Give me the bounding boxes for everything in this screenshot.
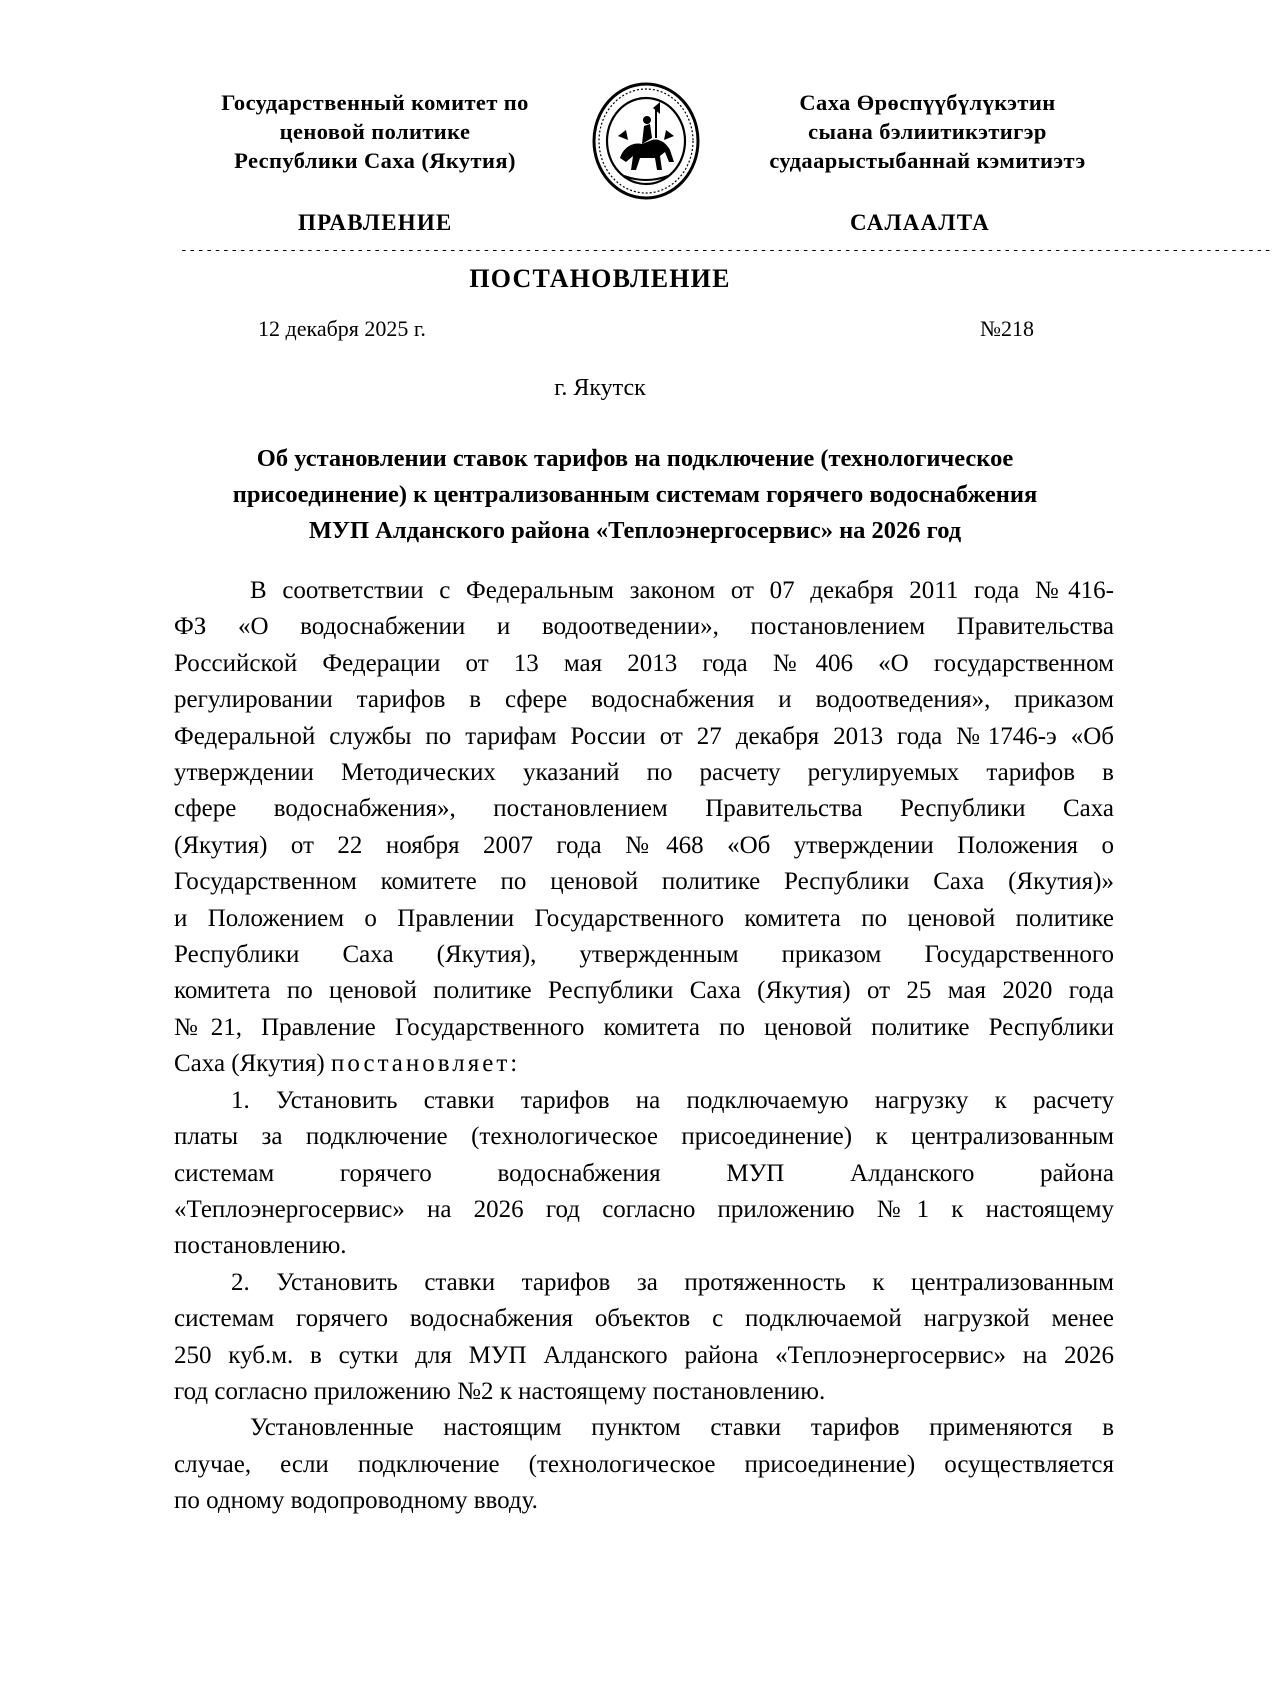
item2-line: 250 куб.м. в сутки для МУП Алданского района «Теплоэнергосервис» на 2026 [174, 1341, 1114, 1369]
item1-line: системам горячего водоснабжения МУП Алданского района [174, 1159, 1114, 1187]
header-right-line: судаарыстыбаннай кэмитиэтэ [769, 148, 1086, 173]
preamble-last-line [174, 1046, 1114, 1082]
preamble-line: Федеральной службы по тарифам России от 27 декабря 2013 года №1746-э «Об [174, 722, 1114, 750]
document-city: г. Якутск [554, 375, 646, 401]
board-label-left: ПРАВЛЕНИЕ [298, 210, 453, 235]
title-line: Об установлении ставок тарифов на подключение (технологическое [256, 445, 1014, 472]
preamble-line: Российской Федерации от 13 мая 2013 года №406 «О государственном [174, 649, 1114, 677]
note-line: случае, если подключение (технологическое присоединение) осуществляется [174, 1450, 1114, 1478]
note-line: Установленные настоящим пунктом ставки тарифов применяются в [250, 1414, 1114, 1442]
document-number: №218 [980, 316, 1034, 341]
header-left-line: ценовой политике [279, 119, 471, 144]
header-right-org [725, 88, 1130, 175]
dashed-divider: ---------------------------------------------------------------------------------------------------------------------------------- [180, 243, 1272, 258]
item2-line: системам горячего водоснабжения объектов с подключаемой нагрузкой менее [174, 1305, 1114, 1333]
title-line: МУП Алданского района «Теплоэнергосервис» на 2026 год [308, 517, 962, 544]
item1-line: платы за подключение (технологическое присоединение) к централизованным [174, 1123, 1114, 1151]
preamble-line: регулировании тарифов в сфере водоснабжения и водоотведения», приказом [174, 686, 1114, 714]
resolves-word: постановляет: [330, 1050, 521, 1078]
preamble-line: комитета по ценовой политике Республики Саха (Якутия) от 25 мая 2020 года [174, 977, 1114, 1005]
header-left-line: Государственный комитет по [221, 90, 529, 115]
header-right-line: Саха Өрөспүүбүлүкэтин [799, 90, 1056, 115]
coat-of-arms-emblem [590, 80, 702, 202]
preamble-line: №21, Правление Государственного комитета по ценовой политике Республики [174, 1013, 1114, 1041]
document-date: 12 декабря 2025 г. [258, 316, 426, 341]
preamble-line: Республики Саха (Якутия), утвержденным приказом Государственного [174, 941, 1114, 969]
preamble-last-prefix: Саха (Якутия) [174, 1050, 331, 1078]
item1-line: постановлению. [174, 1232, 347, 1260]
title-line: присоединение) к централизованным системам горячего водоснабжения [232, 481, 1038, 508]
preamble-line: сфере водоснабжения», постановлением Правительства Республики Саха [174, 795, 1114, 823]
preamble-line: Государственном комитете по ценовой политике Республики Саха (Якутия)» [174, 868, 1114, 896]
document-body [174, 573, 1114, 1520]
header-right-line: сыана бэлиитикэтигэр [808, 119, 1047, 144]
document-type: ПОСТАНОВЛЕНИЕ [469, 264, 731, 293]
preamble-line: (Якутия) от 22 ноября 2007 года №468 «Об утверждении Положения о [174, 831, 1114, 859]
note-line: по одному водопроводному вводу. [174, 1487, 538, 1515]
header-left-org [175, 88, 575, 175]
item2-line: 2. Установить ставки тарифов за протяженность к централизованным [231, 1268, 1114, 1296]
item2-line: год согласно приложению №2 к настоящему постановлению. [174, 1377, 826, 1405]
coat-of-arms-icon [590, 80, 702, 202]
board-label-right: САЛААЛТА [850, 210, 990, 235]
preamble-line: В соответствии с Федеральным законом от 07 декабря 2011 года №416- [250, 577, 1114, 604]
header-left-line: Республики Саха (Якутия) [234, 148, 516, 173]
preamble-line: и Положением о Правлении Государственного комитета по ценовой политике [174, 904, 1114, 932]
preamble-line: ФЗ «О водоснабжении и водоотведении», постановлением Правительства [174, 613, 1114, 641]
preamble-line: утверждении Методических указаний по расчету регулируемых тарифов в [174, 759, 1114, 787]
item1-line: 1. Установить ставки тарифов на подключаемую нагрузку к расчету [231, 1086, 1114, 1114]
item1-line: «Теплоэнергосервис» на 2026 год согласно приложению №1 к настоящему [174, 1195, 1114, 1223]
document-title [170, 441, 1100, 549]
